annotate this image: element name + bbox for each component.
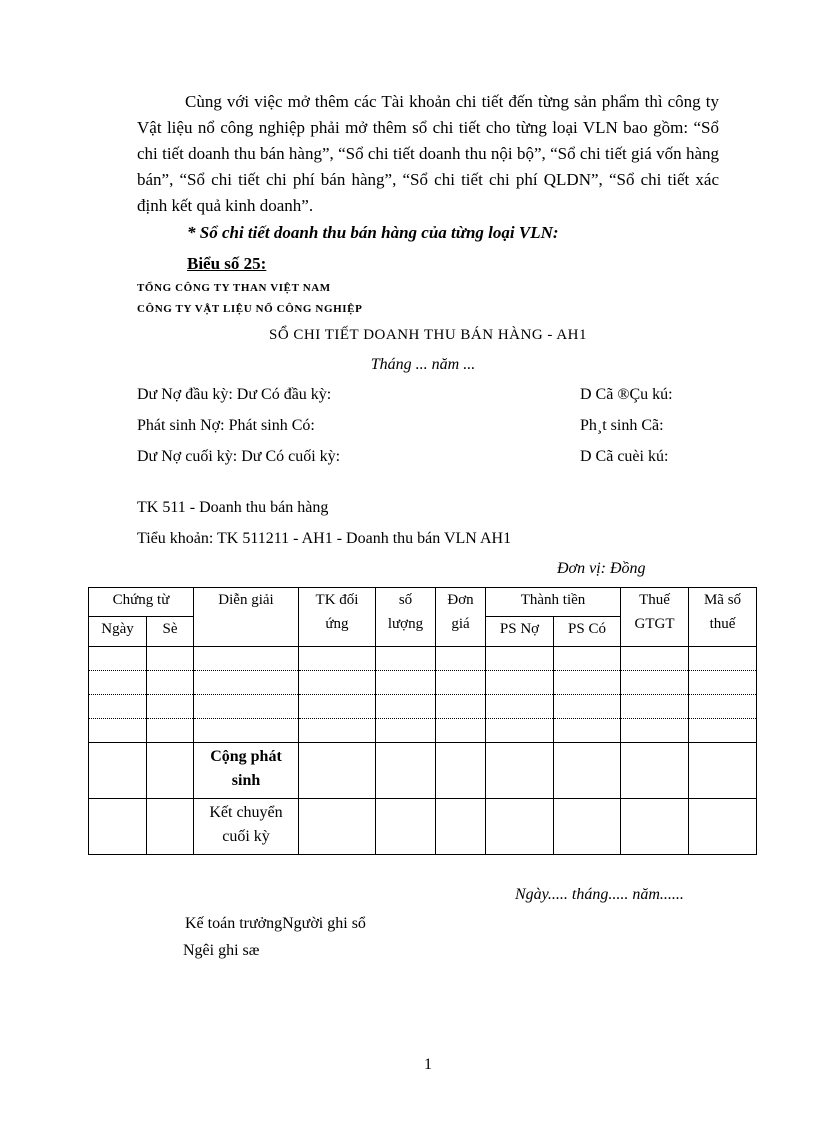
table-row xyxy=(89,719,757,743)
account-line: TK 511 - Doanh thu bán hàng xyxy=(137,499,329,516)
signature-titles: Kế toán trưởngNgười ghi sổ xyxy=(185,915,366,932)
total-row xyxy=(89,743,757,799)
sub-account-line: Tiểu khoản: TK 511211 - AH1 - Doanh thu bán VLN AH1 xyxy=(137,530,512,547)
arising-label: Phát sinh Nợ: Phát sinh Có: xyxy=(137,417,315,434)
header-voucher: Chứng từ xyxy=(89,588,194,617)
header-unit-price: Đơn giá xyxy=(436,588,486,647)
company-name: CÔNG TY VẬT LIỆU NỔ CÔNG NGHIỆP xyxy=(137,303,363,315)
table-row xyxy=(89,671,757,695)
ledger-table xyxy=(88,587,757,855)
header-amount: Thành tiền xyxy=(486,588,621,617)
total-row-label: Cộng phát sinh xyxy=(194,743,299,799)
form-number: Biểu số 25: xyxy=(187,254,267,273)
table-row xyxy=(89,647,757,671)
intro-paragraph: Cùng với việc mở thêm các Tài khoản chi tiết đến từng sản phẩm thì công ty Vật liệu nổ công nghiệp phải mở thêm sổ chi tiết cho từng loại VLN bao gồm: “Sổ chi tiết doanh thu bán hàng”, “Sổ chi tiết doanh thu nội bộ”, “Sổ chi tiết giá vốn hàng bán”, “Sổ chi tiết chi phí bán hàng”, “Sổ chi tiết chi phí QLDN”, “Sổ chi tiết xác định kết quả kinh doanh”. xyxy=(137,92,719,215)
page-number: 1 xyxy=(424,1056,432,1073)
opening-balance-label: Dư Nợ đầu kỳ: Dư Có đầu kỳ: xyxy=(137,386,332,403)
closing-row xyxy=(89,799,757,855)
opening-balance-label-alt: D Cã ®Çu kú: xyxy=(580,386,673,403)
closing-balance-label-alt: D Cã cuèi kú: xyxy=(580,448,669,465)
period-line: Tháng ... năm ... xyxy=(370,356,476,373)
closing-row-label: Kết chuyển cuối kỳ xyxy=(194,799,299,855)
date-line: Ngày..... tháng..... năm...... xyxy=(515,886,684,903)
header-quantity: số lượng xyxy=(376,588,436,647)
arising-label-alt: Ph¸t sinh Cã: xyxy=(580,417,664,434)
header-number: Sè xyxy=(147,617,194,647)
currency-unit: Đơn vị: Đồng xyxy=(557,560,646,577)
section-heading: * Sổ chi tiết doanh thu bán hàng của từng loại VLN: xyxy=(187,223,559,242)
closing-balance-label: Dư Nợ cuối kỳ: Dư Có cuối kỳ: xyxy=(137,448,341,465)
header-contra-account: TK đối ứng xyxy=(299,588,376,647)
header-credit: PS Có xyxy=(554,617,621,647)
header-debit: PS Nợ xyxy=(486,617,554,647)
parent-organization: TỔNG CÔNG TY THAN VIỆT NAM xyxy=(137,282,331,294)
header-tax-code: Mã số thuế xyxy=(689,588,757,647)
table-row xyxy=(89,695,757,719)
header-vat: Thuế GTGT xyxy=(621,588,689,647)
signature-recorder: Ngêi ghi sæ xyxy=(183,942,260,959)
header-description: Diễn giải xyxy=(194,588,299,647)
ledger-title: SỔ CHI TIẾT DOANH THU BÁN HÀNG - AH1 xyxy=(269,327,587,343)
header-date: Ngày xyxy=(89,617,147,647)
